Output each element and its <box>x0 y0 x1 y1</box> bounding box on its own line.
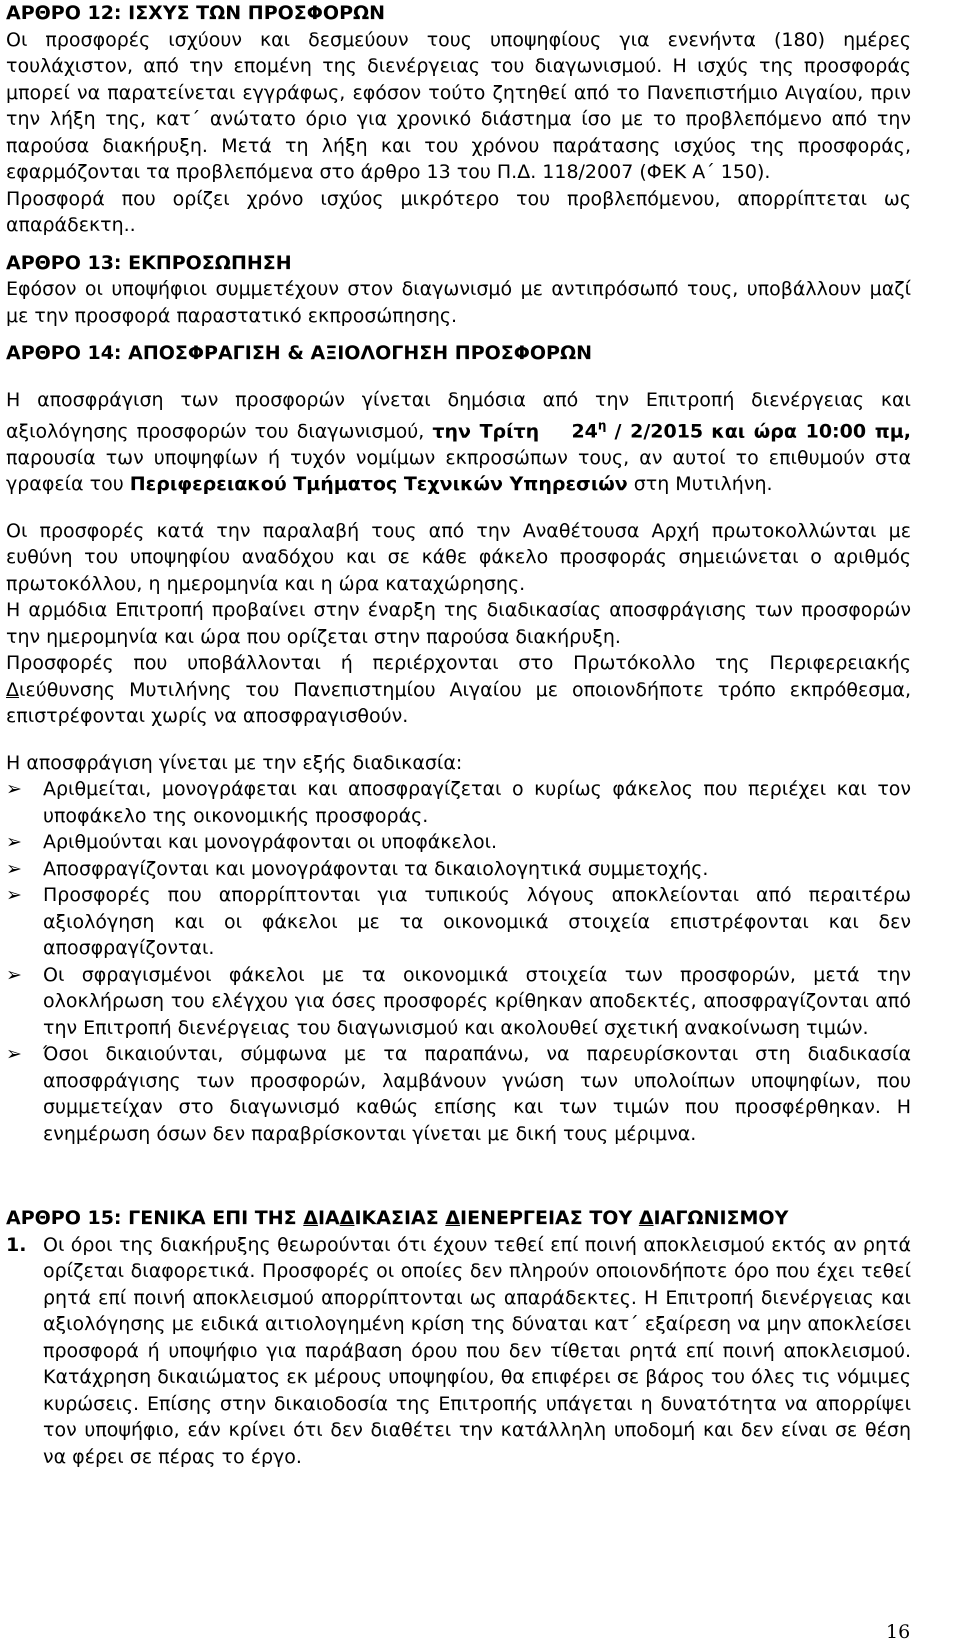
article-14-p4-underlined: Δ <box>6 678 19 701</box>
article-14-p1-text-c: παρουσία των υποψηφίων ή τυχόν νομίμων εκπροσώπων τους, αν αυτοί το επιθυμούν στα γραφεία του <box>6 446 911 496</box>
article-15-title-part: ΙΑΓΩΝΙΣΜΟΥ <box>653 1207 789 1230</box>
article-14-paragraph-5: Η αποσφράγιση γίνεται με την εξής διαδικασία: <box>6 751 463 774</box>
arrow-bullet-icon: ➢ <box>6 831 22 854</box>
arrow-bullet-icon: ➢ <box>6 778 22 801</box>
spacer <box>6 367 911 387</box>
article-14-paragraph-3: Η αρμόδια Επιτροπή προβαίνει στην έναρξη της διαδικασίας αποσφράγισης των προσφορών την ημερομηνία και ώρα που ορίζεται στην παρούσα διακήρυξη. <box>6 599 911 648</box>
arrow-bullet-icon: ➢ <box>6 884 22 907</box>
bullet-item <box>6 962 911 1042</box>
bullet-text: Αριθμούνται και μονογράφονται οι υποφάκελοι. <box>43 831 498 854</box>
article-15-title-part: ΙΑ <box>317 1207 340 1230</box>
article-15-title-part: ΙΕΝΕΡΓΕΙΑΣ ΤΟΥ <box>460 1207 639 1230</box>
document-page <box>6 0 911 1470</box>
article-14-paragraph-4 <box>6 650 911 730</box>
bullet-item <box>6 856 911 883</box>
item-number: 1. <box>6 1233 27 1256</box>
article-14-p1-date-day: 24 <box>571 420 598 443</box>
article-15-title-underlined: Δ <box>303 1207 318 1230</box>
article-14-p1-time: και ώρα 10:00 πμ, <box>711 420 911 443</box>
article-13-paragraph-1: Εφόσον οι υποψήφιοι συμμετέχουν στον διαγωνισμό με αντιπρόσωπό τους, υποβάλλουν μαζί με την προσφορά παραστατικό εκπροσώπησης. <box>6 278 911 327</box>
numbered-item <box>6 1232 911 1471</box>
article-15-title-part: ΑΡΘΡΟ 15: ΓΕΝΙΚΑ ΕΠΙ ΤΗΣ <box>6 1207 304 1230</box>
article-14-p1-day: την Τρίτη <box>432 420 540 443</box>
article-13-title: ΑΡΘΡΟ 13: ΕΚΠΡΟΣΩΠΗΣΗ <box>6 251 292 274</box>
article-14-paragraph-1 <box>6 387 911 498</box>
article-12-title: ΑΡΘΡΟ 12: ΙΣΧΥΣ ΤΩΝ ΠΡΟΣΦΟΡΩΝ <box>6 2 386 24</box>
spacer <box>6 1147 911 1205</box>
article-14-paragraph-2: Οι προσφορές κατά την παραλαβή τους από την Αναθέτουσα Αρχή πρωτοκολλώνται με ευθύνη του υποψηφίου αναδόχου και σε κάθε φάκελο προσφοράς σημειώνεται ο αριθμός πρωτοκόλλου, η ημερομηνία και η ώρα καταχώρησης. <box>6 519 911 595</box>
bullet-text: Αποσφραγίζονται και μονογράφονται τα δικαιολογητικά συμμετοχής. <box>43 857 709 880</box>
bullet-text: Προσφορές που απορρίπτονται για τυπικούς λόγους αποκλείονται από περαιτέρω αξιολόγηση και οι φάκελοι με τα οικονομικά στοιχεία επιστρέφονται και δεν αποσφραγίζονται. <box>43 884 911 960</box>
article-15-title-underlined: Δ <box>339 1207 355 1230</box>
bullet-item <box>6 776 911 829</box>
article-15-title-part: ΙΚΑΣΙΑΣ <box>354 1207 446 1230</box>
spacer <box>6 329 911 340</box>
bullet-item <box>6 882 911 962</box>
spacer <box>6 730 911 750</box>
bullet-text: Αριθμείται, μονογράφεται και αποσφραγίζεται ο κυρίως φάκελος που περιέχει και τον υποφάκελο της οικονομικής προσφοράς. <box>43 778 911 827</box>
spacer <box>6 498 911 518</box>
article-14-p1-date-sup: η <box>597 419 607 433</box>
bullet-item <box>6 1041 911 1147</box>
bullet-item <box>6 829 911 856</box>
article-14-p1-date-rest: / 2/2015 <box>614 420 704 443</box>
article-15-title <box>6 1205 911 1232</box>
spacer <box>6 239 911 250</box>
article-14-p4-text-b: ιεύθυνσης Μυτιλήνης του Πανεπιστημίου Αιγαίου με οποιονδήποτε τρόπο εκπρόθεσμα, επιστρέφονται χωρίς να αποσφραγισθούν. <box>6 678 911 728</box>
arrow-bullet-icon: ➢ <box>6 1043 22 1066</box>
arrow-bullet-icon: ➢ <box>6 857 22 880</box>
article-14-p4-text-a: Προσφορές που υποβάλλονται ή περιέρχονται στο Πρωτόκολλο της Περιφερειακής <box>6 652 911 675</box>
article-15-title-underlined: Δ <box>638 1207 654 1230</box>
arrow-bullet-icon: ➢ <box>6 963 22 986</box>
article-14-p1-department: Περιφερειακού Τμήματος Τεχνικών Υπηρεσιών <box>129 473 628 496</box>
article-14-title: ΑΡΘΡΟ 14: ΑΠΟΣΦΡΑΓΙΣΗ & ΑΞΙΟΛΟΓΗΣΗ ΠΡΟΣΦΟΡΩΝ <box>6 342 593 364</box>
bullet-text: Οι σφραγισμένοι φάκελοι με τα οικονομικά στοιχεία των προσφορών, μετά την ολοκλήρωση του ελέγχου για όσες προσφορές κρίθηκαν αποδεκτές, αποσφραγίζονται από την Επιτροπή διενέργειας του διαγωνισμού και ακολουθεί σχετική ανακοίνωση τιμών. <box>43 963 911 1039</box>
page-number: 16 <box>886 1621 911 1643</box>
item-text: Οι όροι της διακήρυξης θεωρούνται ότι έχουν τεθεί επί ποινή αποκλεισμού εκτός αν ρητά ορίζεται διαφορετικά. Προσφορές οι οποίες δεν πληρούν οποιονδήποτε όρο που έχει τεθεί ρητά επί ποινή αποκλεισμού απορρίπτονται ως απαράδεκτες. Η Επιτροπή διενέργειας και αξιολόγησης με ειδικά αιτιολογημένη κρίση της δύναται κατ΄ εξαίρεση να μην αποκλείσει προσφορά ή υποψήφιο για παράβαση όρου που δεν τίθεται ρητά επί ποινή αποκλεισμού. Κατάχρηση δικαιώματος εκ μέρους υποψηφίου, θα επιφέρει σε βάρος του όλες τις νόμιμες κυρώσεις. Επίσης στην δικαιοδοσία της Επιτροπής υπάγεται η δυνατότητα να απορρίψει τον υποψήφιο, εάν κρίνει ότι δεν διαθέτει την κατάλληλη υποδομή και δεν είναι σε θέση να φέρει σε πέρας το έργο. <box>43 1233 911 1468</box>
bullet-text: Όσοι δικαιούνται, σύμφωνα με τα παραπάνω, να παρευρίσκονται στη διαδικασία αποσφράγισης των προσφορών, λαμβάνουν γνώση των υπολοίπων υποψηφίων, που συμμετείχαν στο διαγωνισμό καθώς επίσης και των τιμών που προσφέρθηκαν. Η ενημέρωση όσων δεν παραβρίσκονται γίνεται με δική τους μέριμνα. <box>43 1043 911 1145</box>
article-14-p1-text-e: στη Μυτιλήνη. <box>627 473 773 496</box>
article-15-title-underlined: Δ <box>445 1207 461 1230</box>
article-14-p1-text-a: Η αποσφράγιση των προσφορών γίνεται δημόσια από την Επιτροπή διενέργειας και αξιολόγησης προσφορών του διαγωνισμού, <box>6 388 911 443</box>
article-12-paragraph-2: Προσφορά που ορίζει χρόνο ισχύος μικρότερο του προβλεπόμενου, απορρίπτεται ως απαράδεκτη.. <box>6 187 911 236</box>
article-12-paragraph-1: Οι προσφορές ισχύουν και δεσμεύουν τους υποψηφίους για ενενήντα (180) ημέρες τουλάχιστον, από την επομένη της διενέργειας του διαγωνισμού. Η ισχύς της προσφοράς μπορεί να παρατείνεται εγγράφως, εφόσον τούτο ζητηθεί από το Πανεπιστήμιο Αιγαίου, πριν την λήξη της, κατ΄ ανώτατο όριο για χρονικό διάστημα ίσο με το προβλεπόμενο από την παρούσα διακήρυξη. Μετά τη λήξη και του χρόνου παράτασης ισχύος της προσφοράς, εφαρμόζονται τα προβλεπόμενα στο άρθρο 13 του Π.Δ. 118/2007 (ΦΕΚ Α΄ 150). <box>6 28 911 183</box>
